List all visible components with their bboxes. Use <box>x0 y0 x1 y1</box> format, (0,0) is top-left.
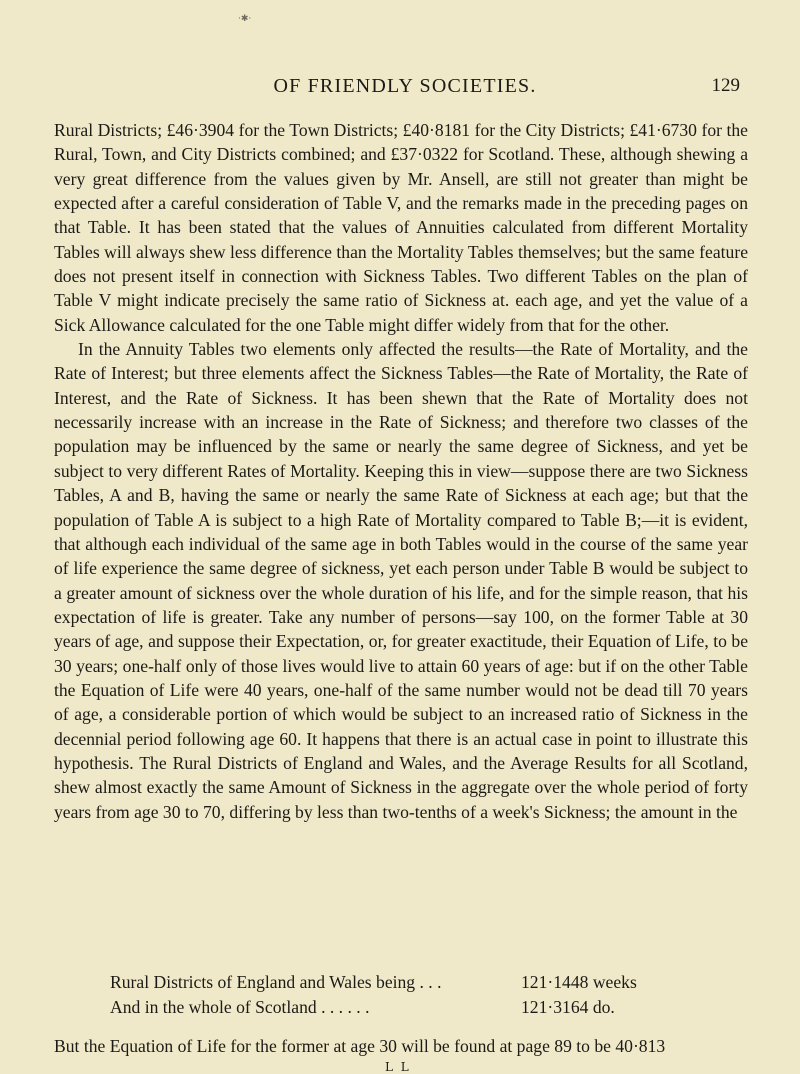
running-title: OF FRIENDLY SOCIETIES. <box>273 75 537 97</box>
summary-row <box>110 970 710 995</box>
summary-row <box>110 995 710 1020</box>
page-number: 129 <box>711 75 740 96</box>
summary-label: And in the whole of Scotland . . . . . . <box>110 996 370 1017</box>
signature-mark: L L <box>385 1060 411 1074</box>
body-text <box>54 118 748 824</box>
summary-value: 121·3164 do. <box>521 996 615 1017</box>
summary-label: Rural Districts of England and Wales being . . . <box>110 972 442 992</box>
sickness-summary <box>110 970 710 1019</box>
paragraph-2: In the Annuity Tables two elements only affected the results—the Rate of Mortality, and the Rate of Interest; but three elements affect the Sickness Tables—the Rate of Mortality, the Rate of Interest, and the Rate of Sickness. It has been shewn that the Rate of Mortality does not necessarily increase with an increase in the Rate of Sickness; and therefore two classes of the population may be influenced by the same or nearly the same degree of Sickness, and yet be subject to very different Rates of Mortality. Keeping this in view—suppose there are two Sickness Tables, A and B, having the same or nearly the same Rate of Sickness at each age; but that the population of Table A is subject to a high Rate of Mortality compared to Table B;—it is evident, that although each individual of the same age in both Tables would in the course of the same year of life experience the same degree of sickness, yet each person under Table B would be subject to a greater amount of sickness over the whole duration of his life, and for the simple reason, that his expectation of life is greater. Take any number of persons—say 100, on the former Table at 30 years of age, and suppose their Expectation, or, for greater exactitude, their Equation of Life, to be 30 years; one-half only of those lives would live to attain 60 years of age: but if on the other Table the Equation of Life were 40 years, one-half of the same number would not be dead till 70 years of age, a considerable portion of which would be subject to an increased ratio of Sickness in the decennial period following age 60. It happens that there is an actual case in point to illustrate this hypothesis. The Rural Districts of England and Wales, and the Average Results for all Scotland, shew almost exactly the same Amount of Sickness in the aggregate over the whole period of forty years from age 30 to 70, differing by less than two-tenths of a week's Sickness; the amount in the <box>54 339 748 822</box>
print-speck: ·✱· <box>238 14 252 24</box>
summary-value: 121·1448 weeks <box>521 972 637 992</box>
closing-line: But the Equation of Life for the former at age 30 will be found at page 89 to be 40·813 <box>54 1036 666 1056</box>
paragraph-1: Rural Districts; £46·3904 for the Town Districts; £40·8181 for the City Districts; £41·6730 for the Rural, Town, and City Districts combined; and £37·0322 for Scotland. These, although shewing a very great difference from the values given by Mr. Ansell, are still not greater than might be expected after a careful consideration of Table V, and the remarks made in the preceding pages on that Table. It has been stated that the values of Annuities calculated from different Mortality Tables will always shew less difference than the Mortality Tables themselves; but the same feature does not present itself in connection with Sickness Tables. Two different Tables on the plan of Table V might indicate precisely the same ratio of Sickness at. each age, and yet the value of a Sick Allowance calculated for the one Table might differ widely from that for the other. <box>54 120 748 335</box>
page-header <box>70 75 740 105</box>
